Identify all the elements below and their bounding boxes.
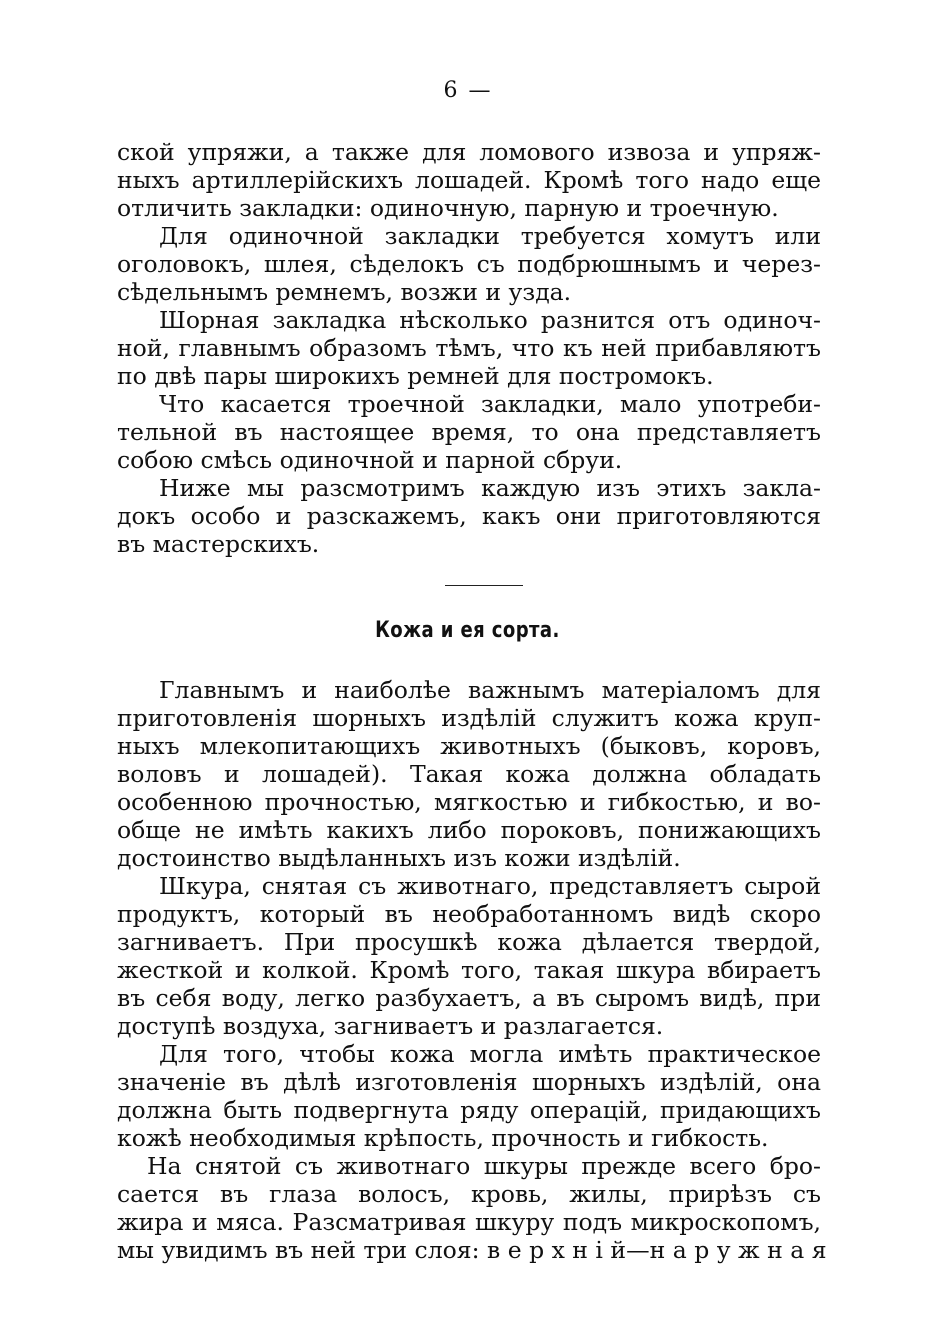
text-line: кожѣ необходимыя крѣпость, прочность и гибкость. [117, 1124, 769, 1152]
text-line: сѣдельнымъ ремнемъ, возжи и узда. [117, 278, 572, 306]
text-line: Шкура, снятая съ животнаго, представляетъ сырой [159, 872, 821, 900]
text-line: достоинство выдѣланныхъ изъ кожи издѣлiй. [117, 844, 681, 872]
section-heading: Кожа и ея сорта. [375, 618, 560, 643]
text-line: продуктъ, который въ необработанномъ видѣ скоро [117, 900, 821, 928]
text-line: обще не имѣть какихъ либо пороковъ, понижающихъ [117, 816, 821, 844]
text-line: На снятой съ животнаго шкуры прежде всего бро- [147, 1152, 821, 1180]
text-line: Шорная закладка нѣсколько разнится отъ одиноч- [159, 306, 821, 334]
text-line: жесткой и колкой. Кромѣ того, такая шкура вбираетъ [117, 956, 821, 984]
text-line: сается въ глаза волосъ, кровь, жилы, прирѣзъ съ [117, 1180, 821, 1208]
text-line: по двѣ пары широкихъ ремней для постромокъ. [117, 362, 714, 390]
text-line: собою смѣсь одиночной и парной сбруи. [117, 446, 623, 474]
text-line: мы увидимъ въ ней три слоя: в е р х н i й—н а р у ж н а я [117, 1236, 827, 1264]
text-line: Ниже мы разсмотримъ каждую изъ этихъ закла- [159, 474, 821, 502]
text-line: ныхъ артиллерiйскихъ лошадей. Кромѣ того надо еще [117, 166, 821, 194]
text-line: ныхъ млекопитающихъ животныхъ (быковъ, коровъ, [117, 732, 821, 760]
text-line: ской упряжи, а также для ломового извоза и упряж- [117, 138, 821, 166]
text-line: Для одиночной закладки требуется хомутъ или [159, 222, 821, 250]
text-line: Главнымъ и наиболѣе важнымъ матерiаломъ для [159, 676, 821, 704]
section-divider [445, 585, 523, 586]
text-line: докъ особо и разскажемъ, какъ они приготовляются [117, 502, 821, 530]
text-line: доступѣ воздуха, загниваетъ и разлагается. [117, 1012, 664, 1040]
section-leather [117, 676, 827, 1264]
text-line: особенною прочностью, мягкостью и гибкостью, и во- [117, 788, 821, 816]
text-line: воловъ и лошадей). Такая кожа должна обладать [117, 760, 821, 788]
section-harness-types [117, 138, 821, 558]
text-line: въ мастерскихъ. [117, 530, 320, 558]
text-line: значенiе въ дѣлѣ изготовленiя шорныхъ издѣлiй, она [117, 1068, 821, 1096]
text-line: жира и мяса. Разсматривая шкуру подъ микроскопомъ, [117, 1208, 821, 1236]
text-line: Что касается троечной закладки, мало употреби- [159, 390, 821, 418]
text-line: оголовокъ, шлея, сѣделокъ съ подбрюшнымъ и через- [117, 250, 821, 278]
page-number: 6 — [443, 78, 493, 103]
text-line: тельной въ настоящее время, то она представляетъ [117, 418, 821, 446]
text-line: должна быть подвергнута ряду операцiй, придающихъ [117, 1096, 821, 1124]
text-line: приготовленiя шорныхъ издѣлiй служитъ кожа круп- [117, 704, 821, 732]
text-line: загниваетъ. При просушкѣ кожа дѣлается твердой, [117, 928, 821, 956]
text-line: ной, главнымъ образомъ тѣмъ, что къ ней прибавляютъ [117, 334, 821, 362]
text-line: Для того, чтобы кожа могла имѣть практическое [159, 1040, 821, 1068]
text-line: въ себя воду, легко разбухаетъ, а въ сыромъ видѣ, при [117, 984, 821, 1012]
text-line: отличить закладки: одиночную, парную и троечную. [117, 194, 779, 222]
